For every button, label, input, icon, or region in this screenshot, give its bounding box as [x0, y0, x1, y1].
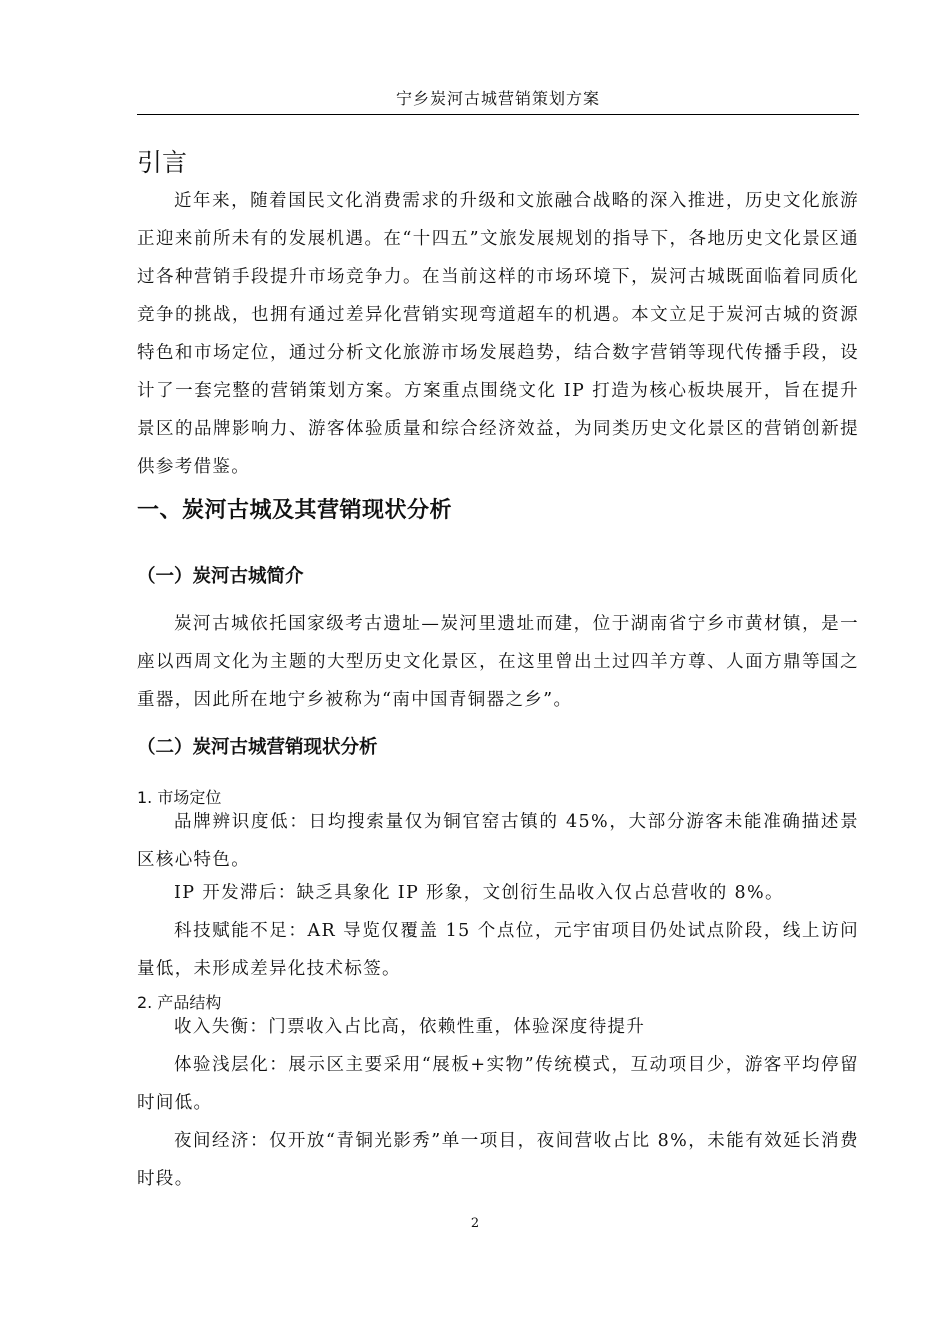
sub1-paragraph: 炭河古城依托国家级考古遗址—炭河里遗址而建，位于湖南省宁乡市黄材镇，是一座以西周文化为主题的大型历史文化景区，在这里曾出土过四羊方尊、人面方鼎等国之重器，因此所在地宁乡被称为“南中国青铜器之乡”。 [137, 614, 859, 710]
market-paragraph-1: 品牌辨识度低：日均搜索量仅为铜官窑古镇的 45%，大部分游客未能准确描述景区核心特色。 [137, 812, 859, 870]
product-paragraph-1: 收入失衡：门票收入占比高，依赖性重，体验深度待提升 [174, 1017, 646, 1037]
intro-paragraph: 近年来，随着国民文化消费需求的升级和文旅融合战略的深入推进，历史文化旅游正迎来前所未有的发展机遇。在“十四五”文旅发展规划的指导下，各地历史文化景区通过各种营销手段提升市场竞争力。在当前这样的市场环境下，炭河古城既面临着同质化竞争的挑战，也拥有通过差异化营销实现弯道超车的机遇。本文立足于炭河古城的资源特色和市场定位，通过分析文化旅游市场发展趋势，结合数字营销等现代传播手段，设计了一套完整的营销策划方案。方案重点围绕文化 IP 打造为核心板块展开，旨在提升景区的品牌影响力、游客体验质量和综合经济效益，为同类历史文化景区的营销创新提供参考借鉴。 [137, 191, 859, 477]
product-paragraph-3: 夜间经济：仅开放“青铜光影秀”单一项目，夜间营收占比 8%，未能有效延长消费时段。 [137, 1131, 859, 1189]
market-paragraph-2: IP 开发滞后：缺乏具象化 IP 形象，文创衍生品收入仅占总营收的 8%。 [174, 883, 784, 903]
document-title: 宁乡炭河古城营销策划方案 [395, 89, 600, 108]
market-paragraph-3: 科技赋能不足：AR 导览仅覆盖 15 个点位，元宇宙项目仍处试点阶段，线上访问量低，未形成差异化技术标签。 [137, 921, 859, 979]
sub1-heading: （一）炭河古城简介 [137, 566, 304, 587]
intro-heading: 引言 [137, 148, 188, 177]
sub2-heading: （二）炭河古城营销现状分析 [137, 737, 378, 758]
section1-heading: 一、炭河古城及其营销现状分析 [137, 498, 453, 523]
market-heading: 1. 市场定位 [137, 788, 222, 807]
product-heading: 2. 产品结构 [137, 993, 222, 1012]
page-header [137, 86, 859, 115]
page-number: 2 [470, 1216, 480, 1231]
product-paragraph-2: 体验浅层化：展示区主要采用“展板+实物”传统模式，互动项目少，游客平均停留时间低。 [137, 1055, 859, 1113]
